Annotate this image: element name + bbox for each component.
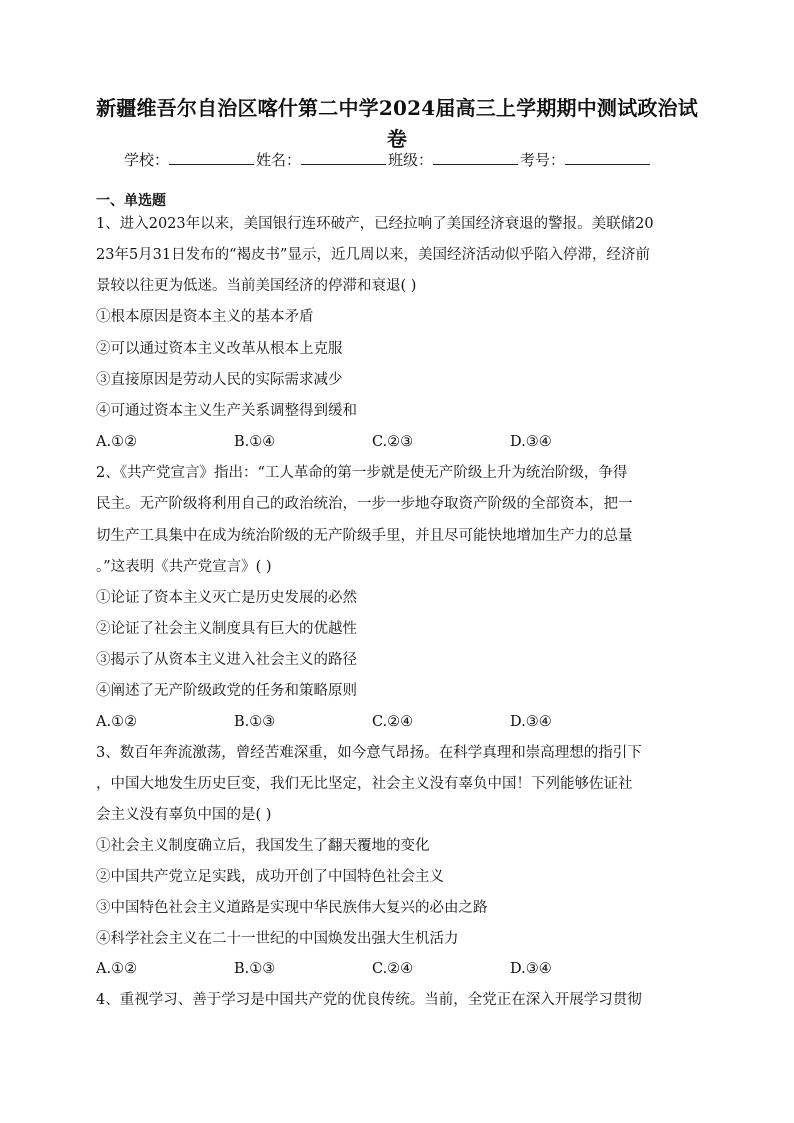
class-blank (433, 150, 518, 165)
name-label: 姓名： (256, 151, 302, 169)
q1-option-b[interactable]: B.①④ (234, 434, 276, 450)
q2-option-a[interactable]: A.①② (96, 714, 138, 730)
q2-item-4: ④阐述了无产阶级政党的任务和策略原则 (96, 683, 357, 699)
q3-option-b[interactable]: B.①③ (234, 961, 276, 977)
q1-option-a[interactable]: A.①② (96, 434, 138, 450)
q2-option-d[interactable]: D.③④ (510, 714, 552, 730)
q2-item-1: ①论证了资本主义灭亡是历史发展的必然 (96, 590, 357, 606)
q3-option-c[interactable]: C.②④ (372, 961, 414, 977)
q3-item-1: ①社会主义制度确立后，我国发生了翻天覆地的变化 (96, 838, 430, 854)
name-blank (301, 150, 386, 165)
q2-item-3: ③揭示了从资本主义进入社会主义的路径 (96, 652, 357, 668)
q3-option-d[interactable]: D.③④ (510, 961, 552, 977)
q1-option-c[interactable]: C.②③ (372, 434, 414, 450)
q2-stem-line-3: 切生产工具集中在成为统治阶级的无产阶级手里，并且尽可能快地增加生产力的总量 (96, 528, 633, 544)
q4-stem-line-1: 4、重视学习、善于学习是中国共产党的优良传统。当前，全党正在深入开展学习贯彻 (96, 992, 642, 1008)
q1-item-2: ②可以通过资本主义改革从根本上克服 (96, 341, 343, 357)
student-info-row (124, 150, 684, 170)
q3-item-2: ②中国共产党立足实践，成功开创了中国特色社会主义 (96, 869, 444, 885)
q1-item-3: ③直接原因是劳动人民的实际需求减少 (96, 372, 343, 388)
school-blank (169, 150, 254, 165)
q2-stem-line-2: 民主。无产阶级将利用自己的政治统治，一步一步地夺取资产阶级的全部资本，把一 (96, 496, 633, 512)
q1-stem-line-3: 景较以往更为低迷。当前美国经济的停滞和衰退( ) (96, 278, 417, 294)
q1-item-4: ④可通过资本主义生产关系调整得到缓和 (96, 403, 357, 419)
q2-item-2: ②论证了社会主义制度具有巨大的优越性 (96, 621, 357, 637)
document-title (96, 93, 698, 155)
q3-option-a[interactable]: A.①② (96, 961, 138, 977)
title-line-1: 新疆维吾尔自治区喀什第二中学2024届高三上学期期中测试政治试 (96, 96, 698, 120)
exam-no-blank (565, 150, 650, 165)
q2-option-b[interactable]: B.①③ (234, 714, 276, 730)
q3-item-3: ③中国特色社会主义道路是实现中华民族伟大复兴的必由之路 (96, 900, 488, 916)
class-label: 班级： (388, 151, 434, 169)
q2-stem-line-4: 。”这表明《共产党宣言》( ) (96, 559, 272, 575)
q1-stem-line-1: 1、进入2023年以来，美国银行连环破产，已经拉响了美国经济衰退的警报。美联储20 (96, 216, 654, 232)
q2-option-c[interactable]: C.②④ (372, 714, 414, 730)
q1-option-d[interactable]: D.③④ (510, 434, 552, 450)
school-label: 学校： (124, 151, 170, 169)
q2-stem-line-1: 2、《共产党宣言》指出：“工人革命的第一步就是使无产阶级上升为统治阶级，争得 (96, 465, 628, 481)
q3-stem-line-1: 3、数百年奔流激荡，曾经苦难深重，如今意气昂扬。在科学真理和崇高理想的指引下 (96, 745, 642, 761)
q3-item-4: ④科学社会主义在二十一世纪的中国焕发出强大生机活力 (96, 931, 459, 947)
q1-stem-line-2: 23年5月31日发布的“褐皮书”显示，近几周以来，美国经济活动似乎陷入停滞，经济前 (96, 247, 650, 263)
section-heading: 一、单选题 (96, 193, 166, 209)
q1-item-1: ①根本原因是资本主义的基本矛盾 (96, 309, 314, 325)
q3-stem-line-2: ，中国大地发生历史巨变，我们无比坚定，社会主义没有辜负中国！下列能够佐证社 (96, 776, 633, 792)
q3-stem-line-3: 会主义没有辜负中国的是( ) (96, 807, 272, 823)
title-line-2: 卷 (386, 127, 408, 151)
exam-no-label: 考号： (520, 151, 566, 169)
